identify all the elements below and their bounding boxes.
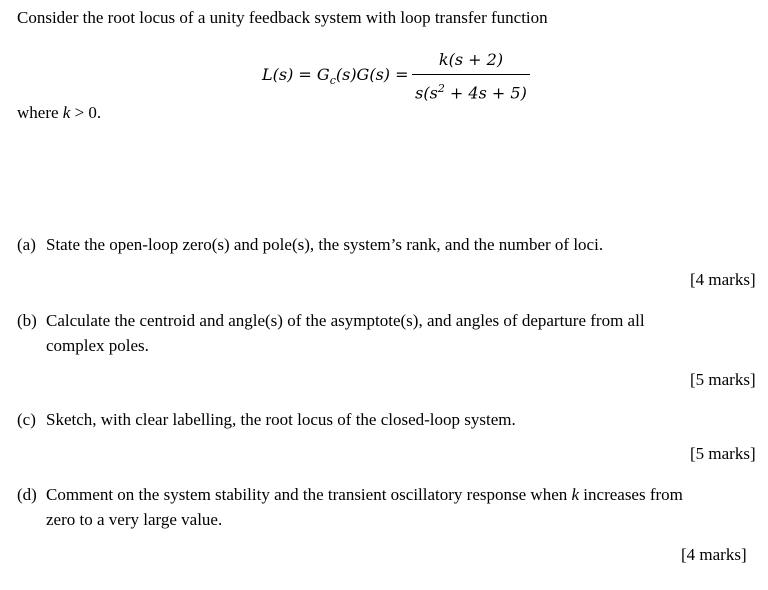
question-text-line2: zero to a very large value. [46, 510, 223, 529]
question-c [17, 407, 762, 432]
condition-variable: k [62, 103, 71, 122]
denominator-post: + 4s + 5) [444, 83, 527, 103]
question-label: (b) [17, 311, 37, 330]
equation-numerator: k(s + 2) [438, 50, 504, 69]
question-label: (c) [17, 410, 36, 429]
gain-condition [17, 103, 101, 123]
question-a [17, 232, 762, 257]
condition-suffix: > 0. [70, 103, 102, 122]
equation-lhs-text: L(s) = G [262, 65, 330, 84]
question-d [17, 482, 762, 532]
marks-a: [4 marks] [690, 270, 756, 289]
equation-lhs-rest: (s)G(s) = [335, 65, 409, 84]
question-b [17, 308, 762, 358]
equation-subscript: c [329, 74, 336, 88]
fraction-bar [412, 74, 530, 75]
question-text-line1-pre: Comment on the system stability and the transient oscillatory response when [46, 485, 572, 504]
question-label: (d) [17, 485, 37, 504]
equation-lhs [262, 65, 409, 87]
question-variable: k [571, 485, 580, 504]
question-text: State the open-loop zero(s) and pole(s), the system’s rank, and the number of loci. [46, 235, 604, 254]
denominator-exponent: 2 [437, 82, 445, 95]
question-text-line2: complex poles. [46, 336, 149, 355]
question-text: Sketch, with clear labelling, the root locus of the closed-loop system. [46, 410, 516, 429]
question-label: (a) [17, 235, 36, 254]
question-text-line1-post: increases from [579, 485, 683, 504]
marks-c: [5 marks] [690, 444, 756, 463]
problem-intro: Consider the root locus of a unity feedback system with loop transfer function [17, 8, 548, 27]
marks-b: [5 marks] [690, 370, 756, 389]
denominator-pre: s(s [415, 83, 438, 103]
equation-denominator [412, 77, 530, 101]
marks-d: [4 marks] [681, 545, 747, 564]
equation-fraction [412, 48, 530, 101]
condition-prefix: where [17, 103, 63, 122]
question-text-line1: Calculate the centroid and angle(s) of the asymptote(s), and angles of departure from all [46, 311, 645, 330]
